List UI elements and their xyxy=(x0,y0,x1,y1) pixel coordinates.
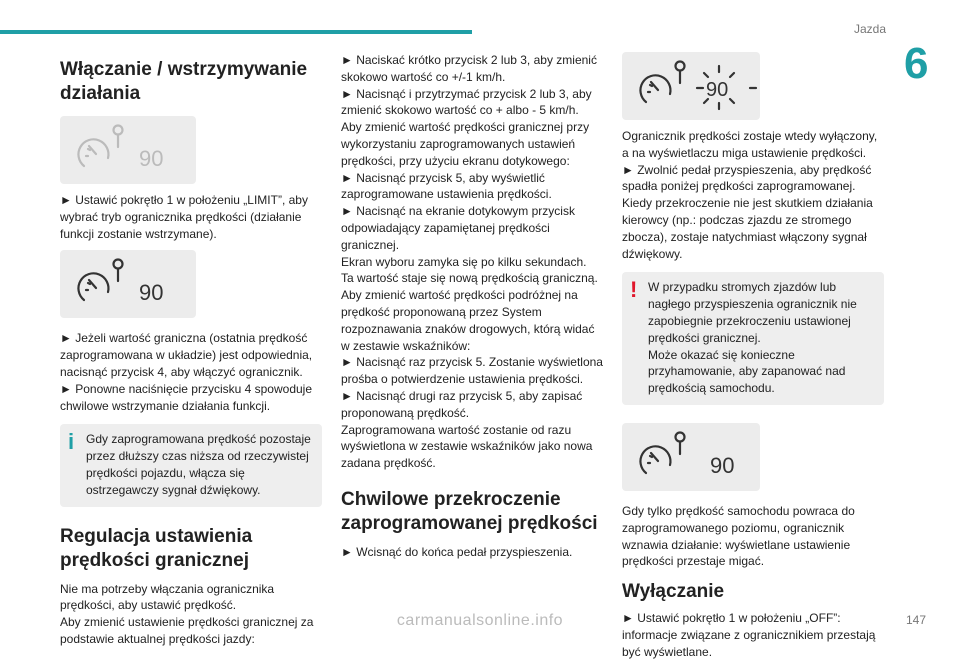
paragraph-adjust-steps: ► Naciskać krótko przycisk 2 lub 3, aby zmienić skokowo wartość co +/-1 km/h. ► Nacisnąć i przytrzymać przycisk 2 lub 3, aby zmienić skokowo wartość co + albo - 5 km/h. Aby zmienić wartość prędkości granicznej przy wykorzystaniu zaprogramowanych ustawień prędkości, przy użyciu ekranu dotykowego: ► Nacisnąć przycisk 5, aby wyświetlić zaprogramowane ustawienia prędkości. ► Nacisnąć na ekranie dotykowym przycisk odpowiadający zapamiętanej prędkości granicznej. Ekran wyboru zamyka się po kilku sekundach. Ta wartość staje się nową prędkością graniczną. Aby zmienić wartość prędkości podróżnej na prędkość proponowaną przez System rozpoznawania znaków drogowych, którą widać w zestawie wskaźników: ► Nacisnąć raz przycisk 5. Zostanie wyświetlona prośba o potwierdzenie ustawienia prędkości. ► Nacisnąć drugi raz przycisk 5, aby zapisać proponowaną prędkość. Zaprogramowana wartość zostanie od razu wyświetlona w zestawie wskaźników jako nowa zadana prędkość. xyxy=(341,53,603,471)
running-title: Jazda xyxy=(853,22,886,36)
paragraph-adjust-intro: Nie ma potrzeby włączania ogranicznika prędkości, aby ustawić prędkość. Aby zmienić ustawienie prędkości granicznej za podstawie aktualnej prędkości jazdy: xyxy=(60,581,314,646)
column-3 xyxy=(622,52,884,661)
page-number: 147 xyxy=(905,613,926,627)
section-heading-enable: Włączanie / wstrzymywanie działania xyxy=(60,59,308,104)
column-1 xyxy=(60,52,322,648)
info-note xyxy=(60,424,322,506)
svg-text:90: 90 xyxy=(706,79,729,101)
svg-text:90: 90 xyxy=(139,280,164,306)
paragraph-disable: ► Ustawić pokrętło 1 w położeniu „OFF”: informacje związane z ogranicznikiem przestają być wyświetlane. xyxy=(622,611,876,659)
figure-limiter-resumed xyxy=(622,423,760,491)
column-2 xyxy=(341,52,603,561)
speed-limiter-icon xyxy=(622,52,760,120)
paragraph-resume: Gdy tylko prędkość samochodu powraca do zaprogramowanego poziomu, ogranicznik wznawia działanie: wyświetlane ustawienie prędkości przestaje migać. xyxy=(622,503,855,569)
speed-limiter-icon xyxy=(60,250,196,318)
figure-limiter-on xyxy=(60,250,196,318)
figure-limiter-off xyxy=(60,116,196,184)
warning-note-text: W przypadku stromych zjazdów lub nagłego przyspieszenia ogranicznik nie zapobiegnie przekroczeniu ustawionej prędkości granicznej. Może okazać się konieczne przyhamowanie, aby zapanować nad prędkością samochodu. xyxy=(648,280,857,396)
speed-limiter-icon xyxy=(622,423,760,491)
paragraph-activate: ► Jeżeli wartość graniczna (ostatnia prędkość zaprogramowana w układzie) jest odpowiednia, nacisnąć przycisk 4, aby włączyć ogranicznik. ► Ponowne naciśnięcie przycisku 4 spowoduje chwilowe wstrzymanie działania funkcji. xyxy=(60,331,313,413)
section-heading-disable: Wyłączanie xyxy=(622,581,725,603)
section-heading-override: Chwilowe przekroczenie zaprogramowanej prędkości xyxy=(341,488,598,534)
warning-note xyxy=(622,272,884,405)
chapter-number: 6 xyxy=(904,39,929,88)
header-accent-bar xyxy=(0,30,472,34)
section-heading-adjust: Regulacja ustawienia prędkości granicznej xyxy=(60,525,253,571)
paragraph-limiter-off-blink: Ogranicznik prędkości zostaje wtedy wyłączony, a na wyświetlaczu miga ustawienie prędkości. ► Zwolnić pedał przyspieszenia, aby prędkość spadła poniżej prędkości zaprogramowanej. Kiedy przekroczenie nie jest skutkiem działania kierowcy (np.: podczas zjazdu ze stromego zbocza), zostaje natychmiast włączony sygnał dźwiękowy. xyxy=(622,129,878,261)
paragraph-limit-mode: ► Ustawić pokrętło 1 w położeniu „LIMIT”, aby wybrać tryb ogranicznika prędkości (działanie funkcji zostanie wstrzymane). xyxy=(60,193,308,241)
paragraph-override: ► Wcisnąć do końca pedał przyspieszenia. xyxy=(341,544,573,559)
svg-text:90: 90 xyxy=(710,452,735,478)
warning-icon: ! xyxy=(630,277,638,303)
watermark: carmanualsonline.info xyxy=(396,612,564,629)
speed-limiter-icon xyxy=(60,116,196,184)
info-note-text: Gdy zaprogramowana prędkość pozostaje przez dłuższy czas niższa od rzeczywistej prędkości pojazdu, włącza się ostrzegawczy sygnał dźwiękowy. xyxy=(86,432,311,497)
figure-limiter-blinking xyxy=(622,52,760,120)
info-icon: i xyxy=(68,429,75,455)
svg-text:90: 90 xyxy=(139,146,164,171)
